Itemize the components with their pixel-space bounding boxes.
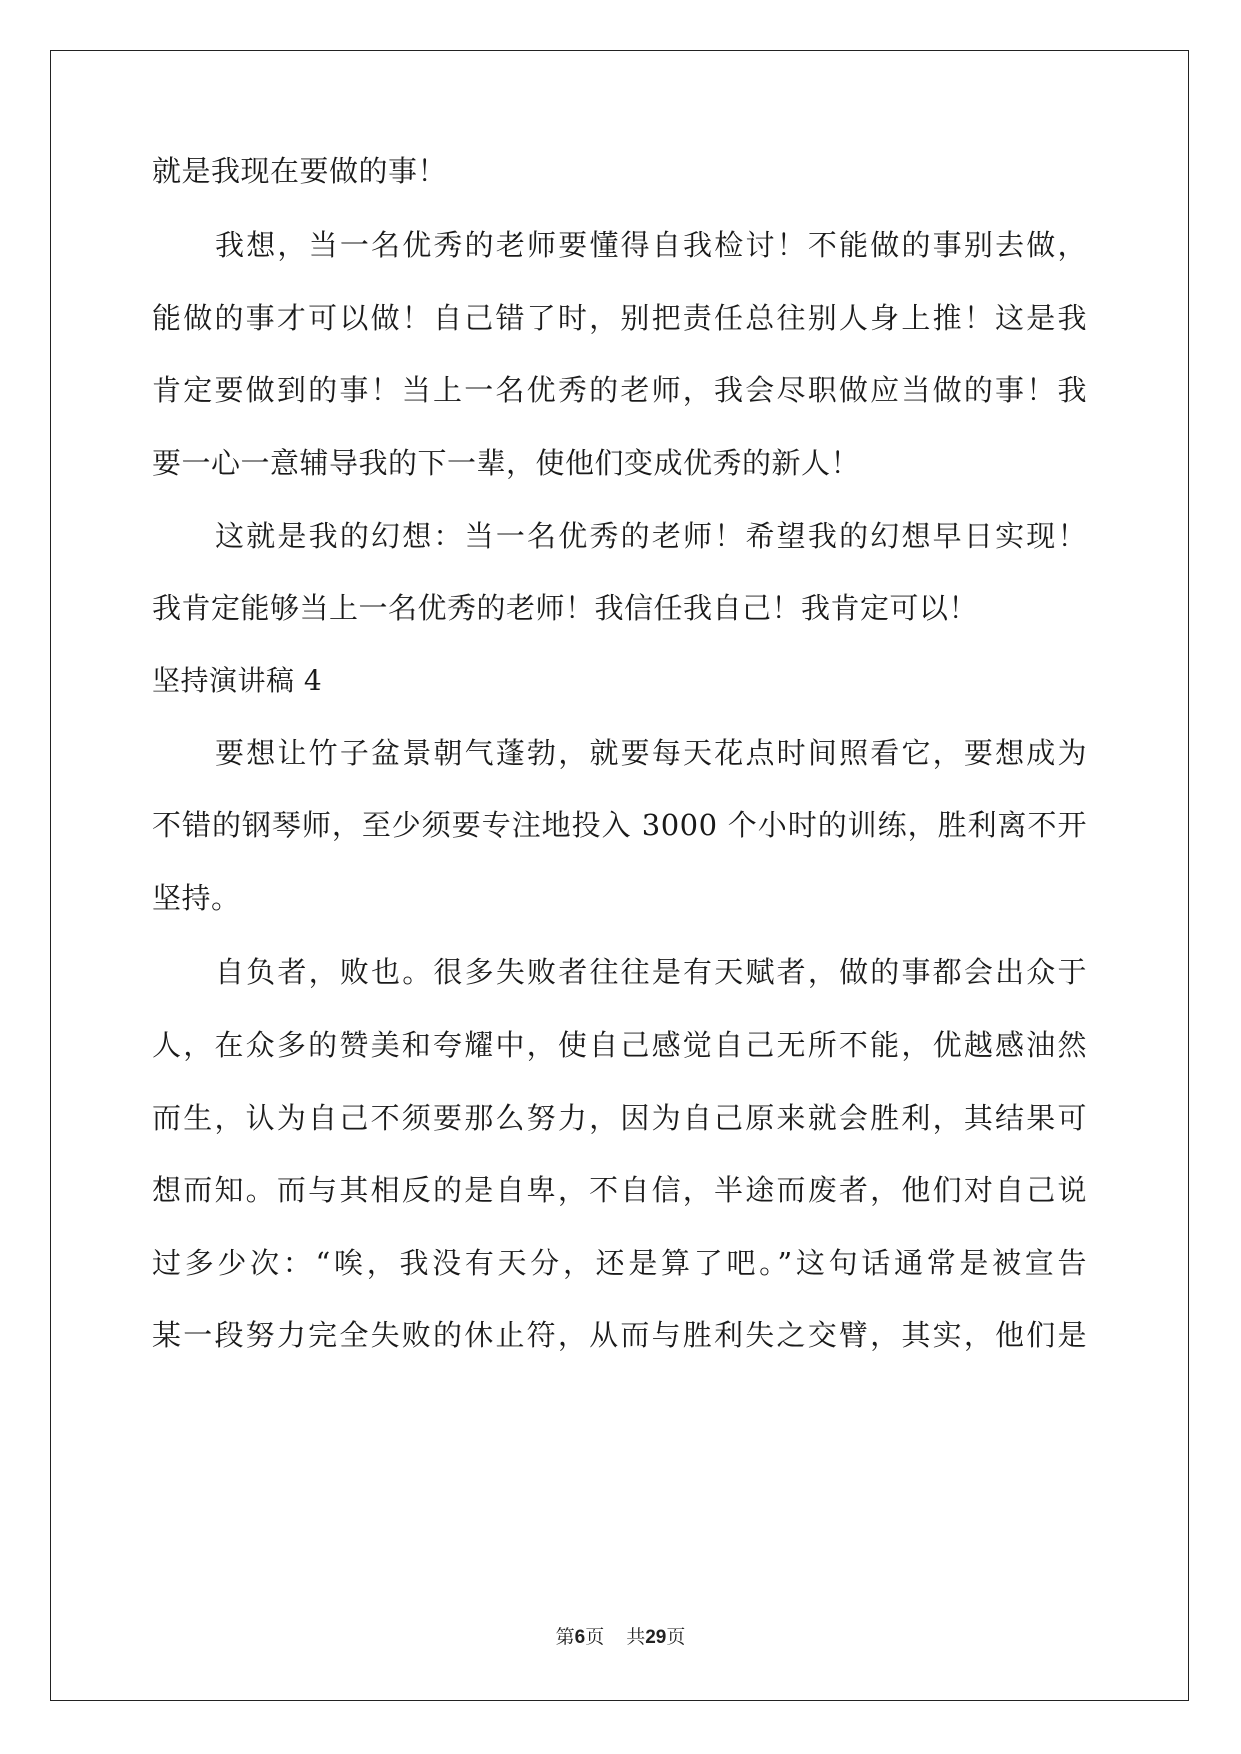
page-number-footer (0, 1627, 1241, 1648)
current-page-number: 6 (574, 1627, 586, 1648)
text-line: 就是我现在要做的事！ (152, 154, 448, 188)
footer-prefix: 第 (555, 1626, 575, 1648)
text-line: 能做的事才可以做！自己错了时，别把责任总往别人身上推！这是我 (152, 301, 1087, 335)
text-line: 要一心一意辅导我的下一辈，使他们变成优秀的新人！ (152, 446, 861, 480)
text-line: 过多少次：“唉，我没有天分，还是算了吧。”这句话通常是被宣告 (152, 1246, 1087, 1280)
section-heading: 坚持演讲稿 4 (152, 664, 323, 697)
text-line: 肯定要做到的事！当上一名优秀的老师，我会尽职做应当做的事！我 (152, 373, 1087, 407)
footer-page-word: 页 (585, 1626, 605, 1648)
text-line: 坚持。 (152, 881, 241, 915)
text-line: 想而知。而与其相反的是自卑，不自信，半途而废者，他们对自己说 (152, 1173, 1087, 1207)
footer-total-prefix: 共 (626, 1626, 646, 1648)
text-line: 我想，当一名优秀的老师要懂得自我检讨！不能做的事别去做， (215, 228, 1087, 262)
text-line: 某一段努力完全失败的休止符，从而与胜利失之交臂，其实，他们是 (152, 1318, 1087, 1352)
text-line: 自负者，败也。很多失败者往往是有天赋者，做的事都会出众于 (215, 955, 1087, 989)
text-line: 不错的钢琴师，至少须要专注地投入 3000 个小时的训练，胜利离不开 (152, 808, 1087, 842)
text-line: 这就是我的幻想：当一名优秀的老师！希望我的幻想早日实现！ (215, 519, 1087, 553)
text-line: 要想让竹子盆景朝气蓬勃，就要每天花点时间照看它，要想成为 (215, 736, 1087, 770)
text-line: 而生，认为自己不须要那么努力，因为自己原来就会胜利，其结果可 (152, 1101, 1087, 1135)
text-line: 我肯定能够当上一名优秀的老师！我信任我自己！我肯定可以！ (152, 591, 979, 625)
total-pages-number: 29 (645, 1627, 667, 1648)
page-border (50, 50, 1189, 1701)
text-line: 人，在众多的赞美和夸耀中，使自己感觉自己无所不能，优越感油然 (152, 1028, 1087, 1062)
footer-total-word: 页 (666, 1626, 686, 1648)
